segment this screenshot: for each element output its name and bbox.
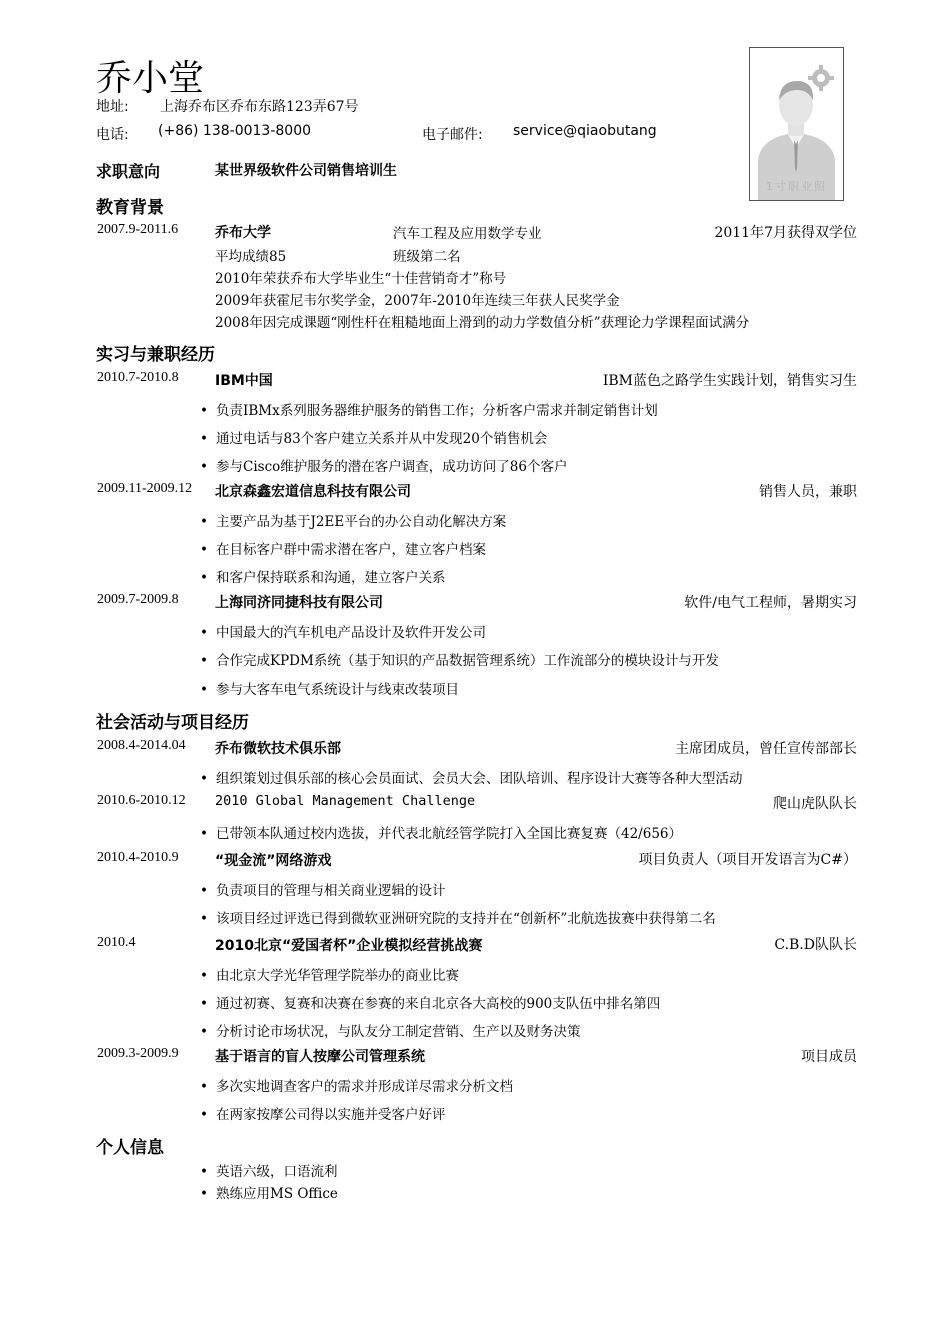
bullet-icon: • (200, 653, 208, 669)
bullet-icon: • (200, 968, 208, 984)
bullet-text: 分析讨论市场状况，与队友分工制定营销、生产以及财务决策 (216, 1024, 581, 1040)
bullet-text: 参与Cisco维护服务的潜在客户调查，成功访问了86个客户 (216, 459, 568, 475)
bullet-text: 中国最大的汽车机电产品设计及软件开发公司 (216, 625, 486, 641)
entry-role: 软件/电气工程师，暑期实习 (684, 595, 857, 611)
entry-org: 2010 Global Management Challenge (215, 793, 476, 809)
entry-date: 2009.7-2009.8 (97, 592, 179, 607)
profile-photo (749, 47, 844, 201)
entry-org: 北京森鑫宏道信息科技有限公司 (215, 484, 411, 500)
entry-date: 2009.11-2009.12 (97, 481, 193, 496)
list-item (200, 1020, 581, 1040)
education-line: 2010年荣获乔布大学毕业生“十佳营销奇才”称号 (215, 271, 507, 287)
list-item (200, 510, 506, 530)
bullet-icon: • (200, 542, 208, 558)
list-item (200, 879, 446, 899)
list-item (200, 399, 658, 419)
bullet-text: 英语六级，口语流利 (216, 1164, 338, 1180)
education-line: 2008年因完成课题“刚性杆在粗糙地面上滑到的动力学数值分析”获理论力学课程面试满分 (215, 315, 750, 331)
address-label: 地址: (96, 99, 129, 115)
list-item (200, 1075, 513, 1095)
bullet-text: 熟练应用MS Office (216, 1186, 338, 1202)
list-item (200, 678, 459, 698)
bullet-text: 合作完成KPDM系统（基于知识的产品数据管理系统）工作流部分的模块设计与开发 (216, 653, 719, 669)
entry-org: 上海同济同捷科技有限公司 (215, 595, 383, 611)
bullet-icon: • (200, 1079, 208, 1095)
bullet-icon: • (200, 1024, 208, 1040)
entry-role: 项目成员 (801, 1049, 857, 1065)
bullet-icon: • (200, 911, 208, 927)
list-item (200, 621, 486, 641)
list-item (200, 1103, 446, 1123)
internship-heading: 实习与兼职经历 (96, 345, 215, 365)
bullet-icon: • (200, 431, 208, 447)
list-item (200, 992, 660, 1012)
bullet-icon: • (200, 459, 208, 475)
list-item (200, 649, 719, 669)
entry-date: 2010.7-2010.8 (97, 370, 179, 385)
entry-date: 2009.3-2009.9 (97, 1046, 179, 1061)
bullet-text: 参与大客车电气系统设计与线束改装项目 (216, 682, 459, 698)
list-item (200, 427, 547, 447)
bullet-icon: • (200, 826, 208, 842)
entry-org: 乔布微软技术俱乐部 (215, 741, 341, 757)
entry-role: C.B.D队队长 (774, 937, 857, 953)
bullet-icon: • (200, 625, 208, 641)
bullet-text: 该项目经过评选已得到微软亚洲研究院的支持并在“创新杯”北航选拔赛中获得第二名 (216, 911, 716, 927)
entry-role: 主席团成员，曾任宣传部部长 (675, 741, 857, 757)
objective-value: 某世界级软件公司销售培训生 (215, 163, 397, 179)
education-date: 2007.9-2011.6 (97, 222, 179, 237)
bullet-text: 在两家按摩公司得以实施并受客户好评 (216, 1107, 446, 1123)
entry-role: 销售人员，兼职 (759, 484, 857, 500)
entry-date: 2010.4-2010.9 (97, 850, 179, 865)
entry-org: IBM中国 (215, 373, 273, 389)
email-label: 电子邮件: (422, 127, 483, 143)
list-item (200, 1182, 338, 1202)
bullet-icon: • (200, 1186, 208, 1202)
entry-org: 2010北京“爱国者杯”企业模拟经营挑战赛 (215, 938, 483, 954)
bullet-icon: • (200, 403, 208, 419)
bullet-text: 通过初赛、复赛和决赛在参赛的来自北京各大高校的900支队伍中排名第四 (216, 996, 661, 1012)
entry-role: IBM蓝色之路学生实践计划，销售实习生 (602, 373, 857, 389)
bullet-text: 在目标客户群中需求潜在客户，建立客户档案 (216, 542, 486, 558)
bullet-text: 已带领本队通过校内选拔，并代表北航经管学院打入全国比赛复赛（42/656） (216, 826, 682, 842)
list-item (200, 566, 446, 586)
education-school: 乔布大学 (215, 225, 271, 241)
phone-label: 电话: (96, 127, 129, 143)
photo-caption: 1寸职业照 (766, 180, 827, 193)
bullet-icon: • (200, 682, 208, 698)
entry-date: 2010.4 (97, 935, 136, 950)
list-item (200, 455, 567, 475)
list-item (200, 767, 743, 787)
activities-heading: 社会活动与项目经历 (96, 713, 249, 733)
education-rank: 班级第二名 (393, 249, 461, 265)
bullet-text: 组织策划过俱乐部的核心会员面试、会员大会、团队培训、程序设计大赛等各种大型活动 (216, 771, 743, 787)
education-major: 汽车工程及应用数学专业 (393, 226, 542, 242)
bullet-icon: • (200, 883, 208, 899)
list-item (200, 1160, 338, 1180)
email-value: service@qiaobutang (513, 123, 657, 139)
entry-date: 2008.4-2014.04 (97, 738, 186, 753)
bullet-icon: • (200, 996, 208, 1012)
entry-role: 爬山虎队队长 (773, 796, 857, 812)
address-value: 上海乔布区乔布东路123弄67号 (160, 99, 359, 115)
bullet-icon: • (200, 1164, 208, 1180)
list-item (200, 538, 486, 558)
phone-value: (+86) 138-0013-8000 (158, 123, 312, 139)
entry-org: “现金流”网络游戏 (215, 853, 332, 869)
resume-name: 乔小堂 (96, 58, 205, 99)
bullet-text: 主要产品为基于J2EE平台的办公自动化解决方案 (216, 514, 507, 530)
bullet-text: 负责IBMx系列服务器维护服务的销售工作；分析客户需求并制定销售计划 (216, 403, 658, 419)
entry-org: 基于语言的盲人按摩公司管理系统 (215, 1049, 425, 1065)
list-item (200, 822, 682, 842)
bullet-text: 和客户保持联系和沟通，建立客户关系 (216, 570, 446, 586)
personal-heading: 个人信息 (96, 1138, 164, 1158)
bullet-icon: • (200, 771, 208, 787)
bullet-icon: • (200, 570, 208, 586)
bullet-text: 通过电话与83个客户建立关系并从中发现20个销售机会 (216, 431, 548, 447)
bullet-text: 多次实地调查客户的需求并形成详尽需求分析文档 (216, 1079, 513, 1095)
bullet-text: 负责项目的管理与相关商业逻辑的设计 (216, 883, 446, 899)
bullet-icon: • (200, 1107, 208, 1123)
bullet-text: 由北京大学光华管理学院举办的商业比赛 (216, 968, 459, 984)
education-gpa: 平均成绩85 (215, 249, 287, 265)
list-item (200, 907, 716, 927)
entry-date: 2010.6-2010.12 (97, 793, 186, 808)
list-item (200, 964, 459, 984)
objective-label: 求职意向 (96, 162, 161, 181)
education-heading: 教育背景 (96, 198, 164, 218)
education-line: 2009年获霍尼韦尔奖学金，2007年-2010年连续三年获人民奖学金 (215, 293, 620, 309)
education-degree: 2011年7月获得双学位 (714, 225, 857, 241)
bullet-icon: • (200, 514, 208, 530)
entry-role: 项目负责人（项目开发语言为C#） (638, 852, 857, 868)
